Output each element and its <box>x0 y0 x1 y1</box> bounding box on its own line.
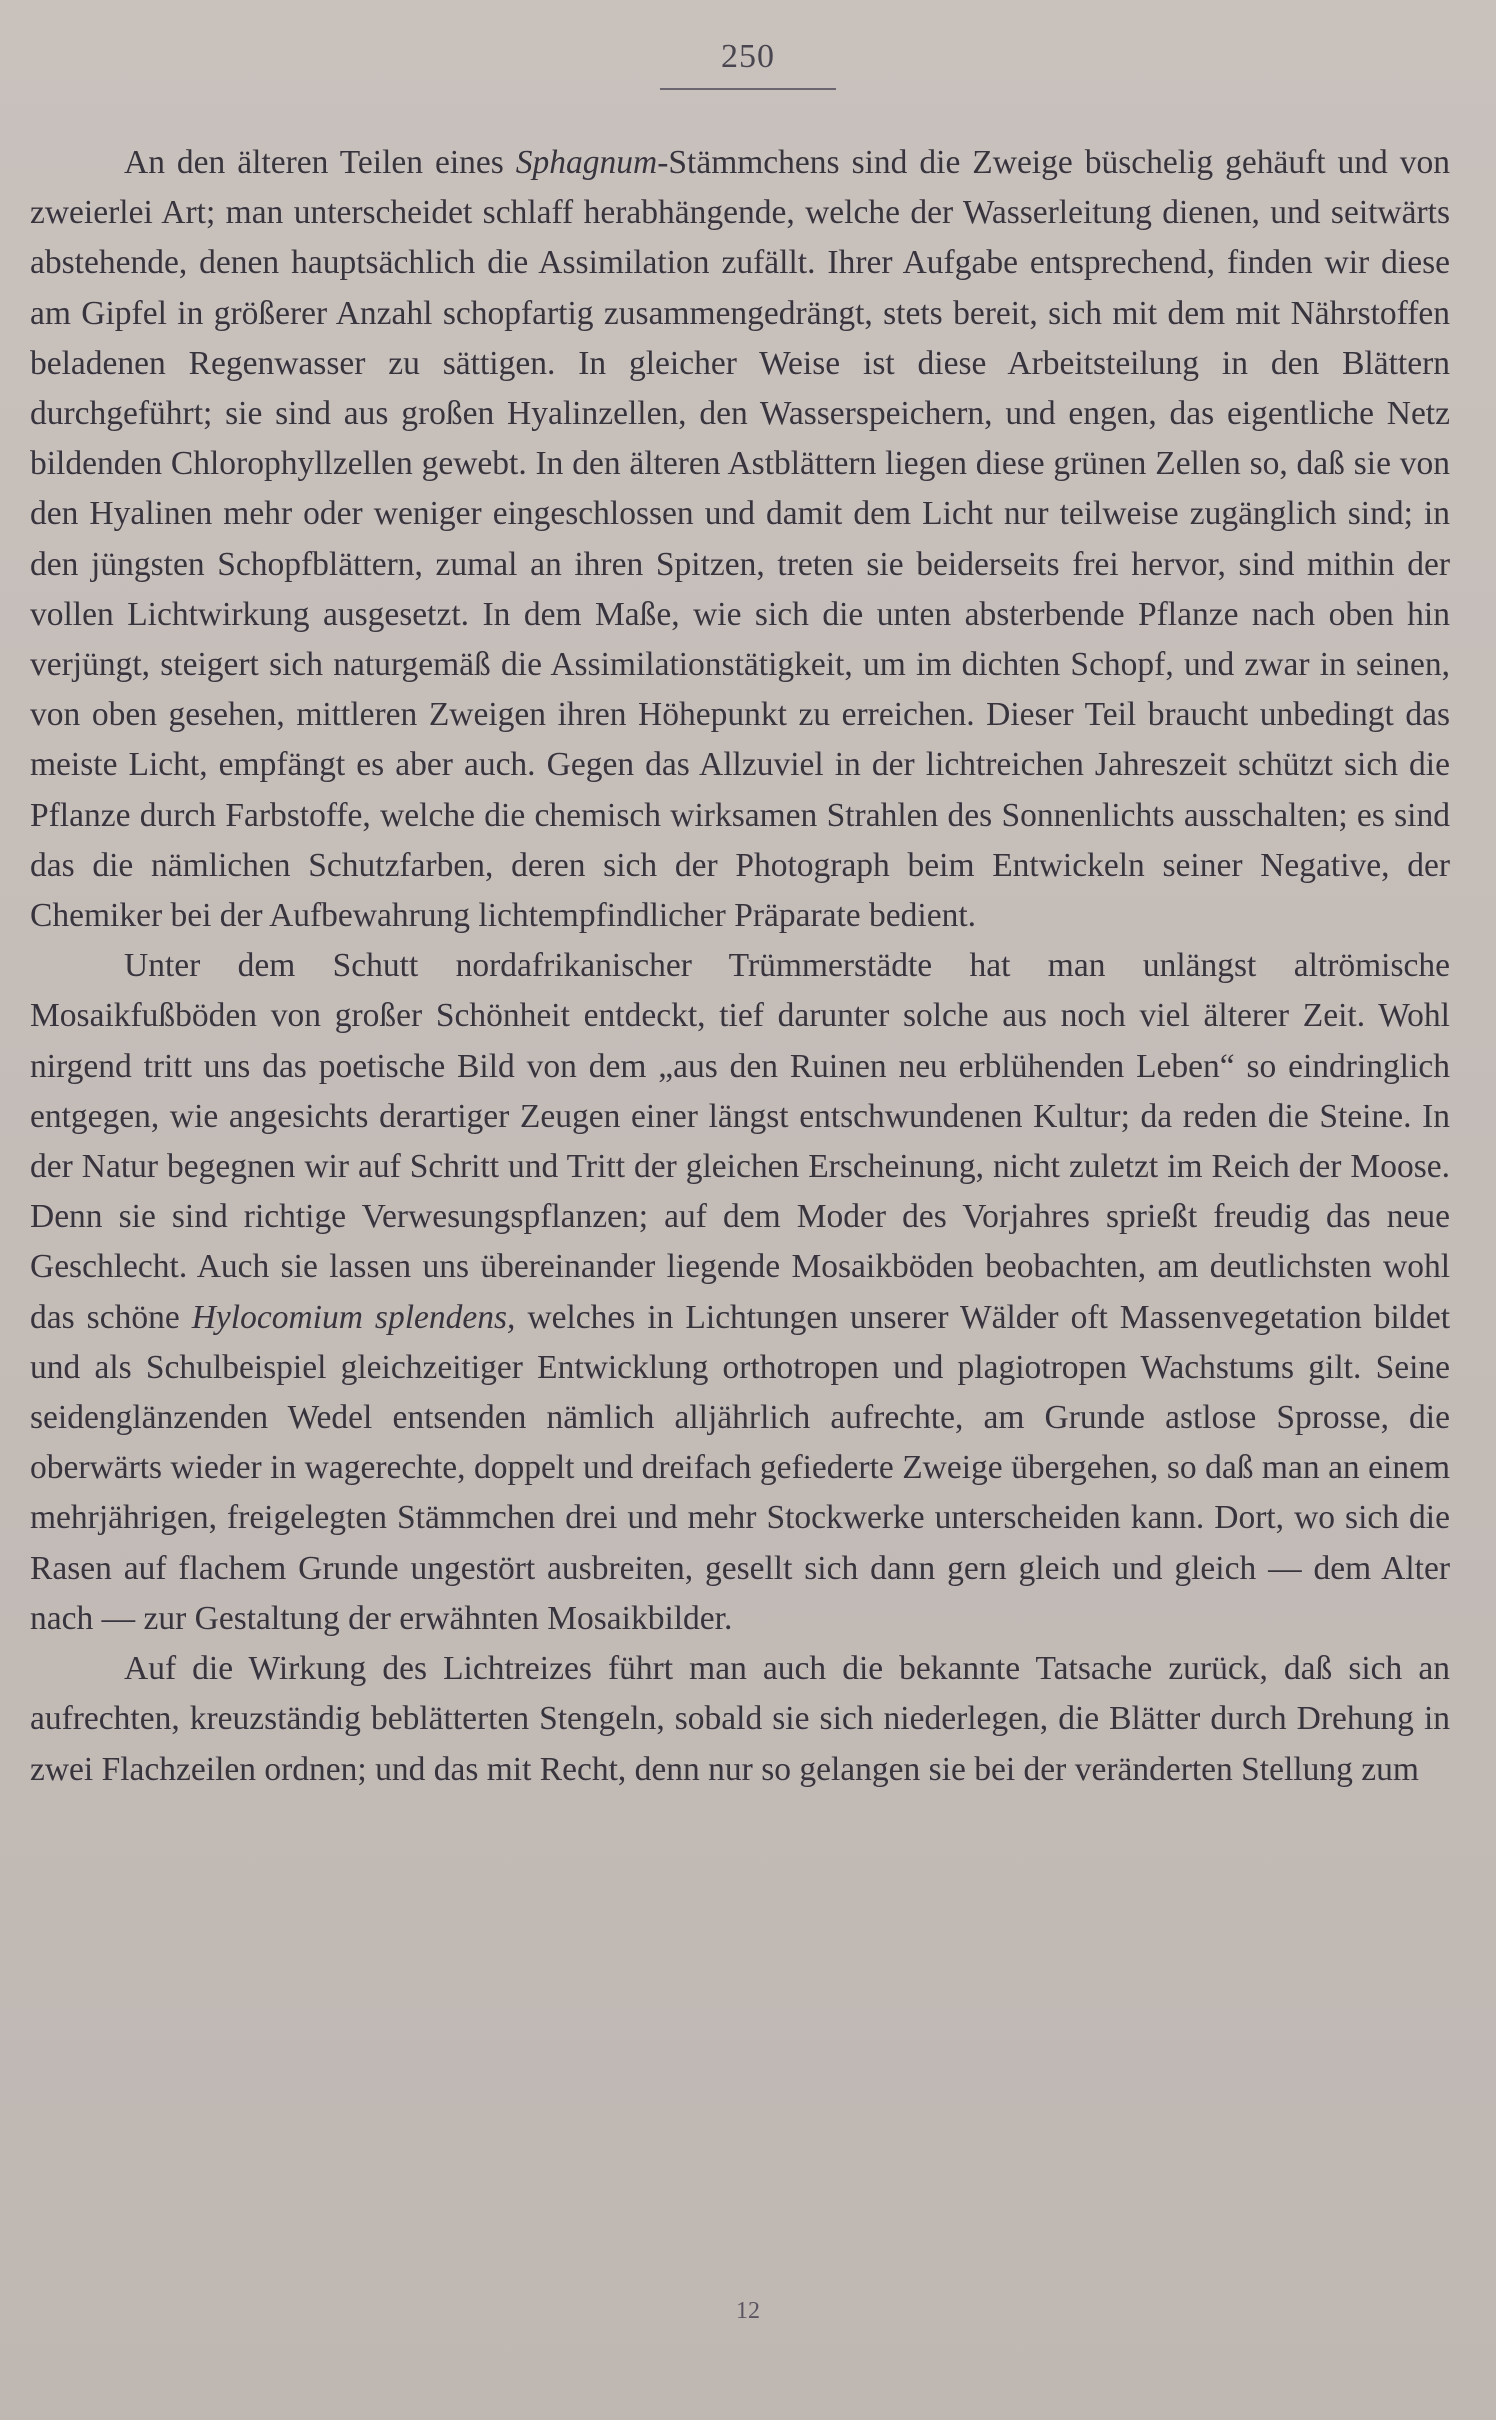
paragraph-2-italic: Hylocomium splendens, <box>191 1298 516 1336</box>
paragraph-1 <box>30 138 1450 941</box>
paragraph-2-text-a: Unter dem Schutt nordafrikanischer Trümmerstädte hat man unlängst altrömische Mosaikfußböden von großer Schönheit entdeckt, tief darunter solche aus noch viel älterer Zeit. Wohl nirgend tritt uns das poetische Bild von dem „aus den Ruinen neu erblühenden Leben“ so eindringlich entgegen, wie angesichts derartiger Zeugen einer längst entschwundenen Kultur; da reden die Steine. In der Natur begegnen wir auf Schritt und Tritt der gleichen Erscheinung, nicht zuletzt im Reich der Moose. Denn sie sind richtige Verwesungspflanzen; auf dem Moder des Vorjahres sprießt freudig das neue Geschlecht. Auch sie lassen uns übereinander liegende Mosaikböden beobachten, am deutlichsten wohl das schöne <box>30 947 1450 1336</box>
paragraph-2-text-b: welches in Lichtungen unserer Wälder oft Massenvegetation bildet und als Schulbeispiel gleichzeitiger Entwicklung orthotropen und plagiotropen Wachstums gilt. Seine seidenglänzenden Wedel entsenden nämlich alljährlich aufrechte, am Grunde astlose Sprosse, die oberwärts wieder in wagerechte, doppelt und dreifach gefiederte Zweige übergehen, so daß man an einem mehrjährigen, freigelegten Stämmchen drei und mehr Stockwerke unterscheiden kann. Dort, wo sich die Rasen auf flachem Grunde ungestört ausbreiten, gesellt sich dann gern gleich und gleich — dem Alter nach — zur Gestaltung der erwähnten Mosaikbilder. <box>30 1298 1450 1637</box>
header-rule <box>660 88 836 90</box>
paragraph-3: Auf die Wirkung des Lichtreizes führt man auch die bekannte Tatsache zurück, daß sich an aufrechten, kreuzständig beblätterten Stengeln, sobald sie sich niederlegen, die Blätter durch Drehung in zwei Flachzeilen ordnen; und das mit Recht, denn nur so gelangen sie bei der veränderten Stellung zum <box>30 1650 1450 1788</box>
signature-mark: 12 <box>736 2298 760 2324</box>
paragraph-1-italic: Sphagnum <box>515 144 658 181</box>
body-text <box>30 138 1450 1795</box>
paragraph-2 <box>30 941 1450 1644</box>
paragraph-1-text-a: An den älteren Teilen eines <box>124 144 516 181</box>
page-number: 250 <box>721 38 775 75</box>
paragraph-1-text-b: -Stämmchens sind die Zweige büschelig gehäuft und von zweierlei Art; man unterscheidet schlaff herabhängende, welche der Wasserleitung dienen, und seitwärts abstehende, denen hauptsächlich die Assimilation zufällt. Ihrer Aufgabe entsprechend, finden wir diese am Gipfel in größerer Anzahl schopfartig zusammengedrängt, stets bereit, sich mit dem mit Nährstoffen beladenen Regenwasser zu sättigen. In gleicher Weise ist diese Arbeitsteilung in den Blättern durchgeführt; sie sind aus großen Hyalinzellen, den Wasserspeichern, und engen, das eigentliche Netz bildenden Chlorophyllzellen gewebt. In den älteren Astblättern liegen diese grünen Zellen so, daß sie von den Hyalinen mehr oder weniger eingeschlossen und damit dem Licht nur teilweise zugänglich sind; in den jüngsten Schopfblättern, zumal an ihren Spitzen, treten sie beiderseits frei hervor, sind mithin der vollen Lichtwirkung ausgesetzt. In dem Maße, wie sich die unten absterbende Pflanze nach oben hin verjüngt, steigert sich naturgemäß die Assimilationstätigkeit, um im dichten Schopf, und zwar in seinen, von oben gesehen, mittleren Zweigen ihren Höhepunkt zu erreichen. Dieser Teil braucht unbedingt das meiste Licht, empfängt es aber auch. Gegen das Allzuviel in der lichtreichen Jahreszeit schützt sich die Pflanze durch Farbstoffe, welche die chemisch wirksamen Strahlen des Sonnenlichts ausschalten; es sind das die nämlichen Schutzfarben, deren sich der Photograph beim Entwickeln seiner Negative, der Chemiker bei der Aufbewahrung lichtempfindlicher Präparate bedient. <box>30 144 1450 935</box>
